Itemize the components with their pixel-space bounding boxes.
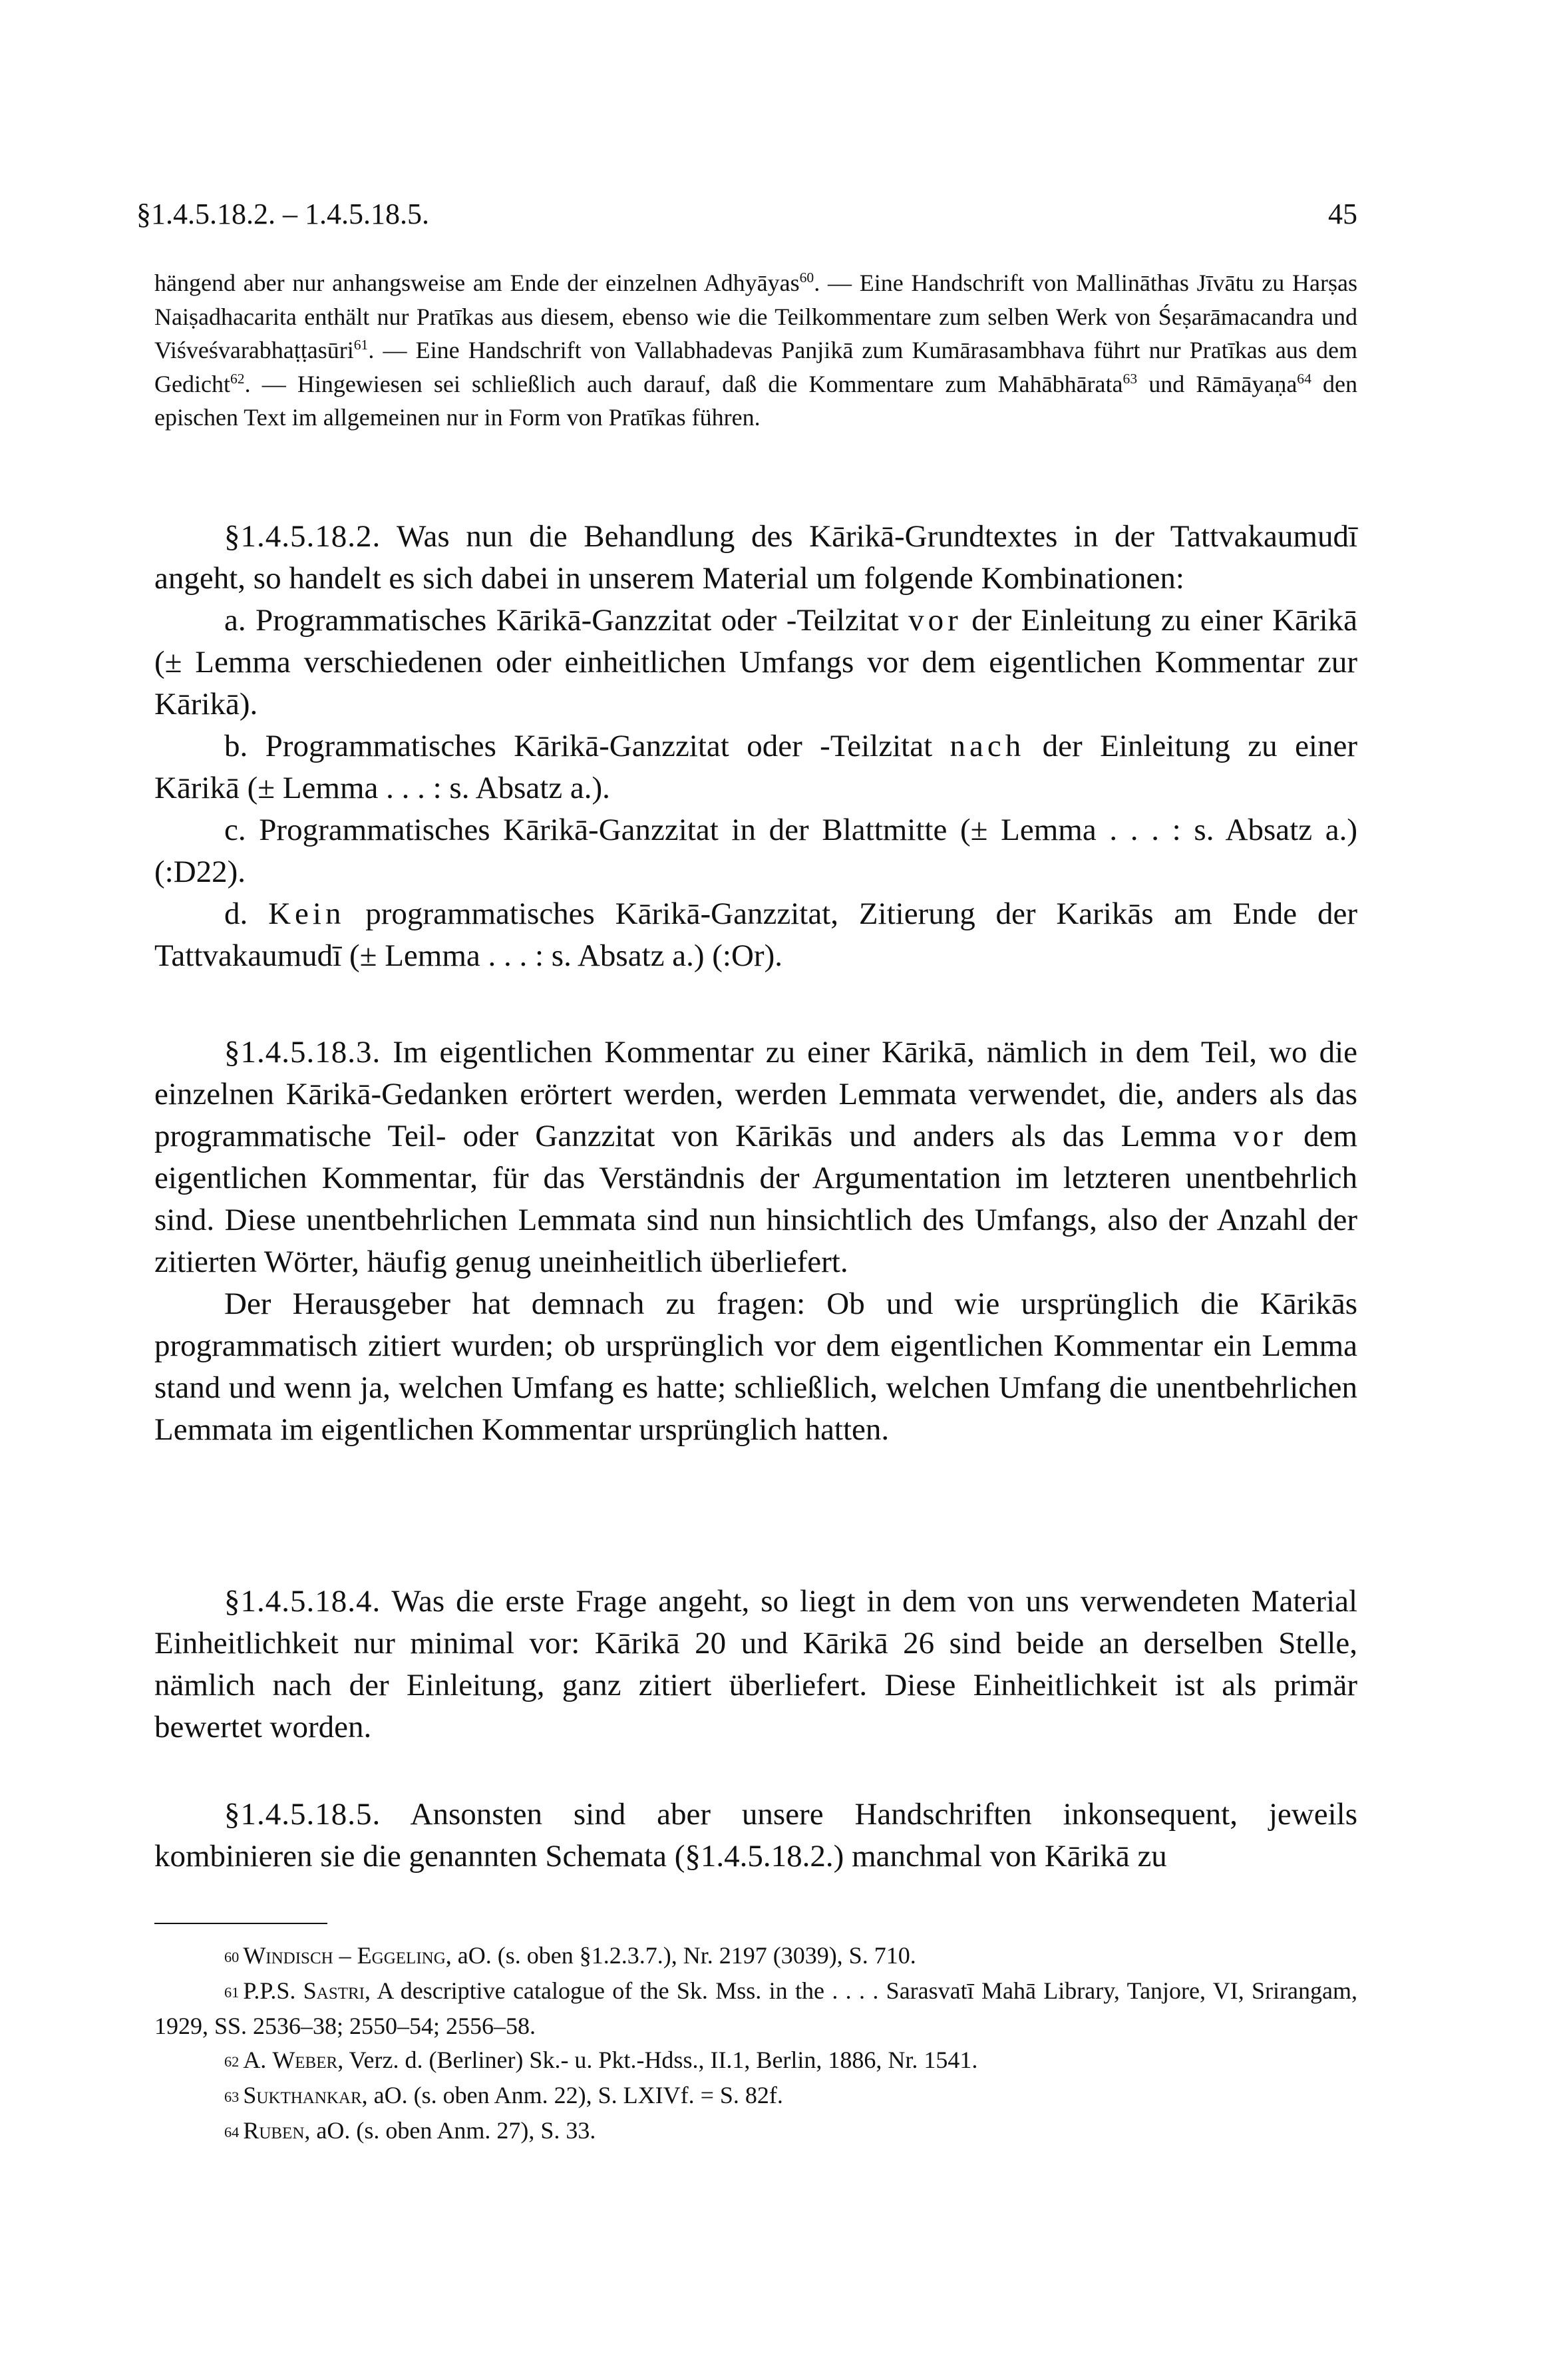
section-1-4-5-18-5 xyxy=(154,1794,1357,1878)
footnote-ref-64[interactable]: 64 xyxy=(1297,370,1311,387)
footnote-60: 60 Windisch – Eggeling, aO. (s. oben §1.2.3.7.), Nr. 2197 (3039), S. 710. xyxy=(224,1942,916,1969)
footnote-ref-62[interactable]: 62 xyxy=(230,370,245,387)
section-paragraph: §1.4.5.18.5. Ansonsten sind aber unsere Handschriften inkonsequent, jeweils kombinieren sie die genannten Schemata (§1.4.5.18.2.) manchmal von Kārikā zu xyxy=(154,1797,1357,1874)
carryover-paragraph: hängend aber nur anhangsweise am Ende der einzelnen Adhyāyas$^{60}$. — Eine Handschrift von Mallināthas Jīvātu zu Harṣas Naiṣadhacarita enthält nur Pratīkas aus diesem, ebenso wie die Teilkommentare zum selben Werk von Śeṣarāmacandra und Viśveśvarabhaṭṭasūri$^{61}$. — Eine Handschrift von Vallabhadevas Panjikā zum Kumārasambhava führt nur Pratīkas aus dem Gedicht$^{62}$. — Hingewiesen sei schließlich auch darauf, daß die Kommentare zum Mahābhārata$^{63}$ und Rāmāyaṇa$^{64}$ den epischen Text im allgemeinen nur in Form von Pratīkas führen. xyxy=(154,270,1358,431)
list-item-c: c. Programmatisches Kārikā-Ganzzitat in der Blattmitte (± Lemma . . . : s. Absatz a.) (:D22). xyxy=(154,813,1357,889)
page-number: 45 xyxy=(1328,198,1357,230)
section-number: §1.4.5.18.4. xyxy=(224,1584,381,1619)
section-1-4-5-18-3 xyxy=(154,1032,1357,1451)
footnote-ref-61[interactable]: 61 xyxy=(353,337,369,353)
list-item-a: a. Programmatisches Kārikā-Ganzzitat oder -Teilzitat vor der Einleitung zu einer Kārikā (± Lemma verschiedenen oder einheitlichen Umfangs vor dem eigentlichen Kommentar zur Kārikā). xyxy=(154,603,1357,721)
footnote-ref-63[interactable]: 63 xyxy=(1123,370,1138,387)
list-item-b: b. Programmatisches Kārikā-Ganzzitat oder -Teilzitat nach der Einleitung zu einer Kārikā (± Lemma . . . : s. Absatz a.). xyxy=(154,729,1357,805)
footnote-63: 63 Sukthankar, aO. (s. oben Anm. 22), S. LXIVf. = S. 82f. xyxy=(224,2082,783,2108)
section-intro: §1.4.5.18.2. Was nun die Behandlung des Kārikā-Grundtextes in der Tattvakaumudī angeht, so handelt es sich dabei in unserem Material um folgende Kombinationen: xyxy=(154,519,1357,596)
section-paragraph: §1.4.5.18.4. Was die erste Frage angeht, so liegt in dem von uns verwendeten Material Einheitlichkeit nur minimal vor: Kārikā 20 und Kārikā 26 sind beide an derselben Stelle, nämlich nach der Einleitung, ganz zitiert überliefert. Diese Einheitlichkeit ist als primär bewertet worden. xyxy=(154,1584,1357,1744)
footnote-61: 61 P.P.S. Sastri, A descriptive catalogue of the Sk. Mss. in the . . . . Sarasvatī Mahā Library, Tanjore, VI, Srirangam, 1929, SS. 2536–38; 2550–54; 2556–58. xyxy=(154,1977,1357,2039)
running-title: §1.4.5.18.2. – 1.4.5.18.5. xyxy=(136,198,429,230)
section-paragraph-1: §1.4.5.18.3. Im eigentlichen Kommentar zu einer Kārikā, nämlich in dem Teil, wo die einzelnen Kārikā-Gedanken erörtert werden, werden Lemmata verwendet, die, anders als das programmatische Teil- oder Ganzzitat von Kārikās und anders als das Lemma vor dem eigentlichen Kommentar, für das Verständnis der Argumentation im letzteren unentbehrlich sind. Diese unentbehrlichen Lemmata sind nun hinsichtlich des Umfangs, also der Anzahl der zitierten Wörter, häufig genug uneinheitlich überliefert. xyxy=(154,1035,1357,1279)
section-1-4-5-18-2 xyxy=(154,516,1357,977)
section-1-4-5-18-4 xyxy=(154,1581,1357,1748)
running-header xyxy=(136,200,1357,229)
section-number: §1.4.5.18.5. xyxy=(224,1797,381,1832)
section-number: §1.4.5.18.2. xyxy=(224,519,381,554)
footnote-divider xyxy=(154,1923,327,1924)
footnote-62: 62 A. Weber, Verz. d. (Berliner) Sk.- u. Pkt.-Hdss., II.1, Berlin, 1886, Nr. 1541. xyxy=(224,2047,978,2073)
section-paragraph-2: Der Herausgeber hat demnach zu fragen: Ob und wie ursprünglich die Kārikās programmatisch zitiert wurden; ob ursprünglich vor dem eigentlichen Kommentar ein Lemma stand und wenn ja, welchen Umfang es hatte; schließlich, welchen Umfang die unentbehrlichen Lemmata im eigentlichen Kommentar ursprünglich hatten. xyxy=(154,1287,1357,1447)
list-item-d: d. Kein programmatisches Kārikā-Ganzzitat, Zitierung der Karikās am Ende der Tattvakaumudī (± Lemma . . . : s. Absatz a.) (:Or). xyxy=(154,896,1358,973)
footnote-ref-60[interactable]: 60 xyxy=(799,270,814,286)
footnote-64: 64 Ruben, aO. (s. oben Anm. 27), S. 33. xyxy=(224,2117,596,2144)
footnotes xyxy=(154,1939,1357,2149)
section-number: §1.4.5.18.3. xyxy=(224,1035,381,1070)
